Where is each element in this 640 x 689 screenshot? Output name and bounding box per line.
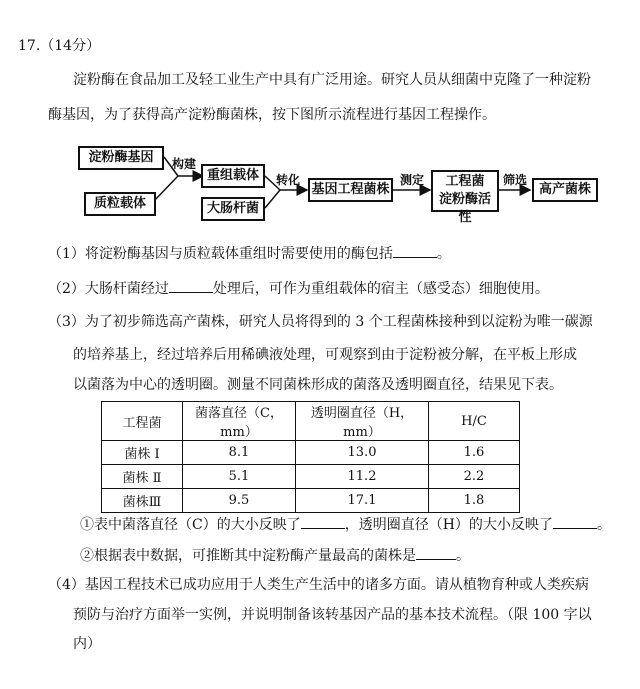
box-engineered-strain: 基因工程菌株 xyxy=(308,178,393,202)
answer-blank[interactable] xyxy=(416,545,456,560)
box-ecoli: 大肠杆菌 xyxy=(201,197,265,221)
table-cell: 2.2 xyxy=(429,465,520,489)
question-number: 17.（14分） xyxy=(18,38,101,54)
intro-line-2: 酶基因，为了获得高产淀粉酶菌株，按下图所示流程进行基因工程操作。 xyxy=(48,107,496,123)
table-cell: 13.0 xyxy=(296,441,429,465)
part1-suffix: 。 xyxy=(436,246,451,262)
subq1-text-a: ①表中菌落直径（C）的大小反映了 xyxy=(80,517,301,533)
answer-blank[interactable] xyxy=(553,514,597,529)
answer-blank[interactable] xyxy=(169,278,213,293)
connector-line xyxy=(153,176,178,202)
label-transform: 转化 xyxy=(276,173,301,187)
table-cell: 菌株 Ⅰ xyxy=(102,441,183,465)
part4-line-3: 内） xyxy=(73,636,101,652)
part4-line-1: （4）基因工程技术已成功应用于人类生产生活中的诸多方面。请从植物育种或人类疾病 xyxy=(48,577,589,593)
box-enzyme-activity xyxy=(431,170,499,225)
answer-blank[interactable] xyxy=(301,514,345,529)
table-row xyxy=(102,441,520,465)
part2-suffix: 处理后，可作为重组载体的宿主（感受态）细胞使用。 xyxy=(212,281,549,297)
table-header: 工程菌 xyxy=(102,402,183,441)
table-cell: 9.5 xyxy=(183,489,296,513)
part1-text: （1）将淀粉酶基因与质粒载体重组时需要使用的酶包括 xyxy=(48,246,393,262)
table-header-row xyxy=(102,402,520,441)
connector-line xyxy=(265,190,280,208)
table-cell: 11.2 xyxy=(296,465,429,489)
table-cell: 菌株Ⅲ xyxy=(102,489,183,513)
intro-line-1: 淀粉酶在食品加工及轻工业生产中具有广泛用途。研究人员从细菌中克隆了一种淀粉 xyxy=(73,72,591,88)
results-table xyxy=(101,401,520,513)
table-cell: 1.6 xyxy=(429,441,520,465)
table-header: 菌落直径（C，mm） xyxy=(183,402,296,441)
subq2-text-a: ②根据表中数据，可推断其中淀粉酶产量最高的菌株是 xyxy=(80,548,416,564)
box-recombinant-vector: 重组载体 xyxy=(201,164,265,188)
subq1-text-c: 。 xyxy=(596,517,611,533)
subq1-text-b: ，透明圈直径（H）的大小反映了 xyxy=(344,517,553,533)
table-cell: 1.8 xyxy=(429,489,520,513)
subq2-text-b: 。 xyxy=(456,548,470,564)
part2-text: （2）大肠杆菌经过 xyxy=(48,281,169,297)
answer-blank[interactable] xyxy=(393,243,437,258)
subq2-question xyxy=(80,545,470,566)
part3-line-3: 以菌落为中心的透明圈。测量不同菌株形成的菌落及透明圈直径，结果见下表。 xyxy=(73,377,563,393)
label-construct: 构建 xyxy=(172,157,197,171)
table-cell: 5.1 xyxy=(183,465,296,489)
table-cell: 17.1 xyxy=(296,489,429,513)
table-header: 透明圈直径（H，mm） xyxy=(296,402,429,441)
part3-line-1: （3）为了初步筛选高产菌株，研究人员将得到的 3 个工程菌株接种到以淀粉为唯一碳源 xyxy=(48,314,593,330)
label-screen: 筛选 xyxy=(503,173,528,187)
table-row xyxy=(102,489,520,513)
part2-question xyxy=(48,278,549,299)
part3-line-2: 的培养基上，经过培养后用稀碘液处理，可观察到由于淀粉被分解，在平板上形成 xyxy=(73,347,577,363)
table-cell: 菌株 Ⅱ xyxy=(102,465,183,489)
table-header: H/C xyxy=(429,402,520,441)
table-cell: 8.1 xyxy=(183,441,296,465)
part1-question xyxy=(48,243,451,264)
box-enzyme-activity-line2: 淀粉酶活性 xyxy=(438,192,491,225)
box-plasmid-vector: 质粒载体 xyxy=(84,192,156,216)
label-measure: 测定 xyxy=(400,173,425,187)
box-high-yield-strain: 高产菌株 xyxy=(532,178,598,202)
part4-line-2: 预防与治疗方面举一实例，并说明制备该转基因产品的基本技术流程。（限 100 字以 xyxy=(73,607,592,623)
subq1-question xyxy=(80,514,611,535)
table-row xyxy=(102,465,520,489)
box-enzyme-activity-line1: 工程菌 xyxy=(445,174,485,189)
box-amylase-gene: 淀粉酶基因 xyxy=(78,146,164,170)
